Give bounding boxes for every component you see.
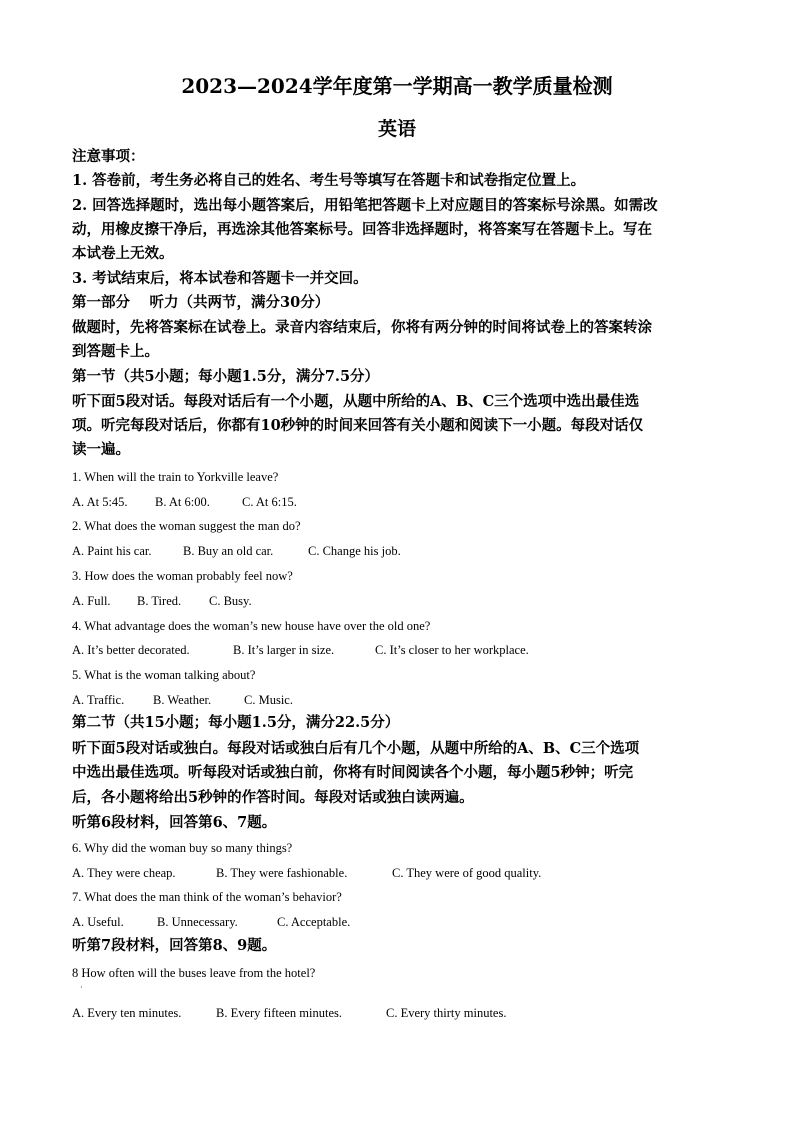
notice-item-2-line-1: 2. 回答选择题时，选出每小题答案后，用铅笔把答题卡上对应题目的答案标号涂黑。如需改 (72, 197, 658, 214)
question-1-option-c: C. At 6:15. (242, 495, 297, 509)
question-6-option-b: B. They were fashionable. (216, 866, 348, 880)
question-3-option-a: A. Full. (72, 594, 111, 608)
section2-instructions-line-1: 听下面5段对话或独白。每段对话或独白后有几个小题，从题中所给的A、B、C三个选项 (72, 740, 640, 757)
section1-instructions-line-1: 听下面5段对话。每段对话后有一个小题，从题中所给的A、B、C三个选项中选出最佳选 (72, 393, 640, 410)
question-4-option-c: C. It’s closer to her workplace. (375, 643, 529, 657)
question-5-option-b: B. Weather. (153, 693, 212, 707)
question-7-option-c: C. Acceptable. (277, 915, 351, 929)
question-7-option-a: A. Useful. (72, 915, 124, 929)
section1-instructions-line-3: 读一遍。 (72, 441, 130, 458)
question-8-option-c: C. Every thirty minutes. (386, 1006, 507, 1020)
stray-mark: · (80, 983, 83, 992)
question-5-option-c: C. Music. (244, 693, 293, 707)
notice-item-3: 3. 考试结束后，将本试卷和答题卡一并交回。 (72, 270, 368, 287)
question-8-option-b: B. Every fifteen minutes. (216, 1006, 343, 1020)
section1-heading: 第一节（共5小题；每小题1.5分，满分7.5分） (72, 368, 380, 385)
notice-item-2-line-2: 动，用橡皮擦干净后，再选涂其他答案标号。回答非选择题时，将答案写在答题卡上。写在 (72, 221, 652, 238)
part1-instructions-line-2: 到答题卡上。 (72, 343, 159, 360)
notice-heading: 注意事项： (72, 148, 145, 165)
question-2-option-b: B. Buy an old car. (183, 544, 274, 558)
question-5-option-a: A. Traffic. (72, 693, 125, 707)
question-3: 3. How does the woman probably feel now? (72, 569, 293, 583)
section2-instructions-line-2: 中选出最佳选项。听每段对话或独白前，你将有时间阅读各个小题，每小题5秒钟；听完 (72, 764, 634, 781)
question-3-option-b: B. Tired. (137, 594, 182, 608)
question-1-option-b: B. At 6:00. (155, 495, 210, 509)
question-2-option-c: C. Change his job. (308, 544, 401, 558)
question-7: 7. What does the man think of the woman’s behavior? (72, 890, 342, 904)
exam-title: 2023—2024学年度第一学期高一教学质量检测 (181, 74, 613, 98)
question-4: 4. What advantage does the woman’s new house have over the old one? (72, 619, 431, 633)
notice-item-1: 1. 答卷前，考生务必将自己的姓名、考生号等填写在答题卡和试卷指定位置上。 (72, 172, 586, 189)
subject-title: 英语 (377, 118, 416, 140)
section2-heading: 第二节（共15小题；每小题1.5分，满分22.5分） (72, 714, 400, 731)
material-7-heading: 听第7段材料，回答第8、9题。 (72, 937, 277, 954)
question-1-option-a: A. At 5:45. (72, 495, 128, 509)
section2-instructions-line-3: 后，各小题将给出5秒钟的作答时间。每段对话或独白读两遍。 (72, 789, 474, 806)
notice-item-2-line-3: 本试卷上无效。 (72, 245, 174, 262)
question-3-option-c: C. Busy. (209, 594, 252, 608)
question-6-option-c: C. They were of good quality. (392, 866, 542, 880)
question-6: 6. Why did the woman buy so many things? (72, 841, 293, 855)
question-1: 1. When will the train to Yorkville leave? (72, 470, 279, 484)
question-2: 2. What does the woman suggest the man do? (72, 519, 301, 533)
question-2-option-a: A. Paint his car. (72, 544, 152, 558)
question-6-option-a: A. They were cheap. (72, 866, 176, 880)
question-8-option-a: A. Every ten minutes. (72, 1006, 182, 1020)
part1-heading: 第一部分 听力（共两节，满分30分） (72, 294, 330, 311)
question-4-option-a: A. It’s better decorated. (72, 643, 190, 657)
question-5: 5. What is the woman talking about? (72, 668, 256, 682)
question-8: 8 How often will the buses leave from the hotel? (72, 966, 316, 980)
question-4-option-b: B. It’s larger in size. (233, 643, 335, 657)
section1-instructions-line-2: 项。听完每段对话后，你都有10秒钟的时间来回答有关小题和阅读下一小题。每段对话仅 (72, 417, 644, 434)
material-6-heading: 听第6段材料，回答第6、7题。 (72, 814, 277, 831)
question-7-option-b: B. Unnecessary. (157, 915, 238, 929)
part1-instructions-line-1: 做题时，先将答案标在试卷上。录音内容结束后，你将有两分钟的时间将试卷上的答案转涂 (72, 319, 652, 336)
